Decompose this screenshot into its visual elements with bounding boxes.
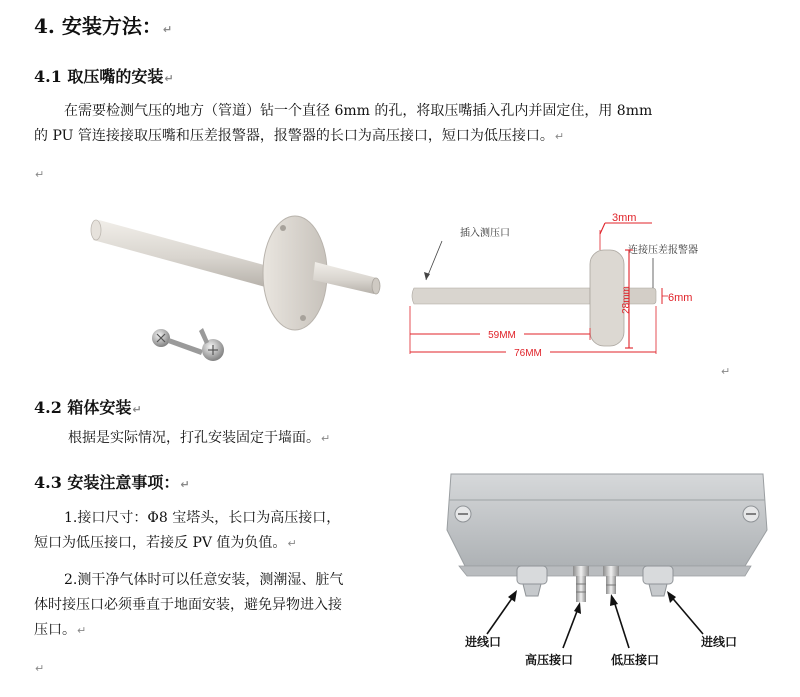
dimension-6mm: 6mm bbox=[668, 292, 693, 304]
subsection-4-1-line-1: 在需要检测气压的地方（管道）钻一个直径 6mm 的孔，将取压嘴插入孔内并固定住，用 8mm bbox=[64, 103, 653, 119]
note-2-line-2: 体时接压口必须垂直于地面安装，避免异物进入接 bbox=[34, 597, 342, 613]
section-heading-text: 4. 安装方法： bbox=[34, 14, 162, 38]
label-insert-port: 插入测压口 bbox=[460, 228, 510, 239]
label-high-pressure: 高压接口 bbox=[525, 653, 574, 667]
subsection-4-3-title bbox=[34, 470, 190, 493]
subsection-title-text: 4.1 取压嘴的安装 bbox=[34, 67, 164, 86]
note-2-line-1: 2.测干净气体时可以任意安装，测潮湿、脏气 bbox=[64, 572, 344, 588]
paragraph-mark: ↵ bbox=[164, 72, 174, 85]
note-1-line-1: 1.接口尺寸：Φ8 宝塔头，长口为高压接口， bbox=[64, 510, 341, 526]
paragraph-mark: ↵ bbox=[162, 23, 173, 36]
subsection-title-text: 4.3 安装注意事项： bbox=[34, 473, 180, 492]
enclosure-body bbox=[447, 474, 767, 566]
paragraph-mark: ↵ bbox=[287, 537, 297, 550]
paragraph-mark: ↵ bbox=[321, 432, 331, 445]
label-low-pressure: 低压接口 bbox=[611, 653, 660, 667]
paragraph-text: 的 PU 管连接接取压嘴和压差报警器，报警器的长口为高压接口，短口为低压接口。 bbox=[34, 128, 554, 144]
label-inlet-left: 进线口 bbox=[465, 635, 502, 649]
nozzle-dimension-drawing bbox=[400, 208, 725, 368]
nozzle-photo bbox=[85, 200, 385, 375]
screw-icon bbox=[743, 506, 759, 522]
empty-paragraph-mark: ↵ bbox=[35, 168, 45, 181]
screw-icon bbox=[152, 329, 203, 355]
paragraph-mark: ↵ bbox=[554, 130, 565, 143]
subsection-4-2-text bbox=[68, 426, 330, 451]
subsection-4-2-title bbox=[34, 395, 142, 418]
nozzle-tube bbox=[93, 220, 275, 288]
section-heading bbox=[34, 10, 172, 39]
subsection-4-1-line-2 bbox=[34, 124, 564, 149]
dimension-59mm: 59MM bbox=[488, 330, 516, 341]
enclosure-photo bbox=[445, 466, 785, 672]
drawing-tube bbox=[412, 288, 590, 304]
drawing-flange bbox=[590, 250, 624, 346]
dimension-76mm: 76MM bbox=[514, 348, 542, 359]
screw-icon bbox=[455, 506, 471, 522]
label-inlet-right: 进线口 bbox=[701, 635, 738, 649]
note-2-line-3 bbox=[34, 618, 86, 643]
paragraph-text: 压口。 bbox=[34, 622, 76, 638]
dimension-3mm: 3mm bbox=[612, 212, 637, 224]
note-1-line-2 bbox=[34, 531, 297, 556]
paragraph-text: 根据是实际情况，打孔安装固定于墙面。 bbox=[68, 430, 320, 446]
paragraph-text: 短口为低压接口，若接反 PV 值为负值。 bbox=[34, 535, 287, 551]
subsection-4-1-title bbox=[34, 64, 174, 87]
paragraph-mark: ↵ bbox=[132, 403, 142, 416]
label-connect-alarm: 连接压差报警器 bbox=[628, 245, 698, 256]
paragraph-mark: ↵ bbox=[77, 624, 87, 637]
paragraph-mark: ↵ bbox=[180, 478, 190, 491]
subsection-title-text: 4.2 箱体安装 bbox=[34, 398, 132, 417]
screw-icon bbox=[199, 328, 224, 361]
dimension-28mm: 28mm bbox=[621, 286, 632, 314]
empty-paragraph-mark: ↵ bbox=[35, 662, 45, 675]
paragraph-mark: ↵ bbox=[721, 365, 731, 378]
